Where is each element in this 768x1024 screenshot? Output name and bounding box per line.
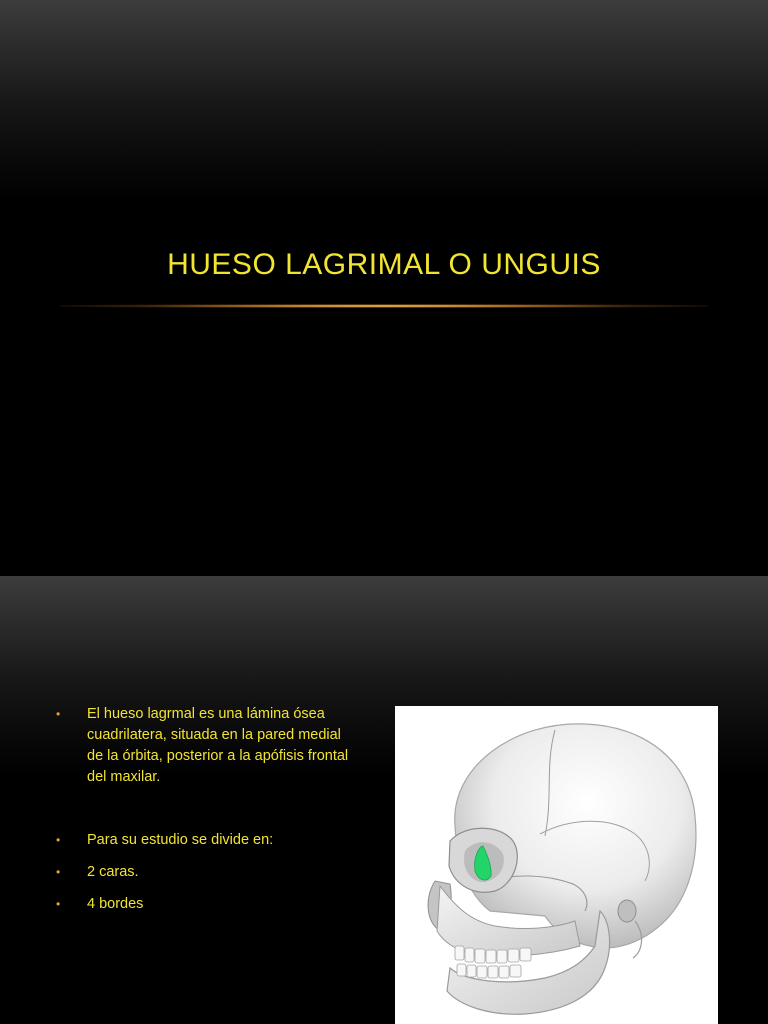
bullet-text: El hueso lagrmal es una lámina ósea cuadrilatera, situada en la pared medial de la órbita, posterior a la apófisis frontal del maxilar. [87,706,349,785]
bullet-marker: • [56,707,61,721]
bullet-text: 4 bordes [87,896,144,912]
lower-teeth [457,964,521,978]
skull-illustration [395,706,718,1024]
bullet-list [56,704,356,915]
bullet-item [56,704,356,788]
bullet-marker: • [56,865,61,879]
content-slide [0,576,768,1024]
title-divider-line [60,304,708,308]
skull-drawing [395,706,718,1024]
external-acoustic-meatus [618,900,636,922]
bullet-marker: • [56,897,61,911]
bullet-marker: • [56,833,61,847]
slide-title: HUESO LAGRIMAL O UNGUIS [167,248,601,281]
bullet-item [56,862,356,883]
bullet-text: 2 caras. [87,864,139,880]
bullet-item [56,894,356,915]
bullet-item [56,830,356,851]
bullet-text: Para su estudio se divide en: [87,832,274,848]
